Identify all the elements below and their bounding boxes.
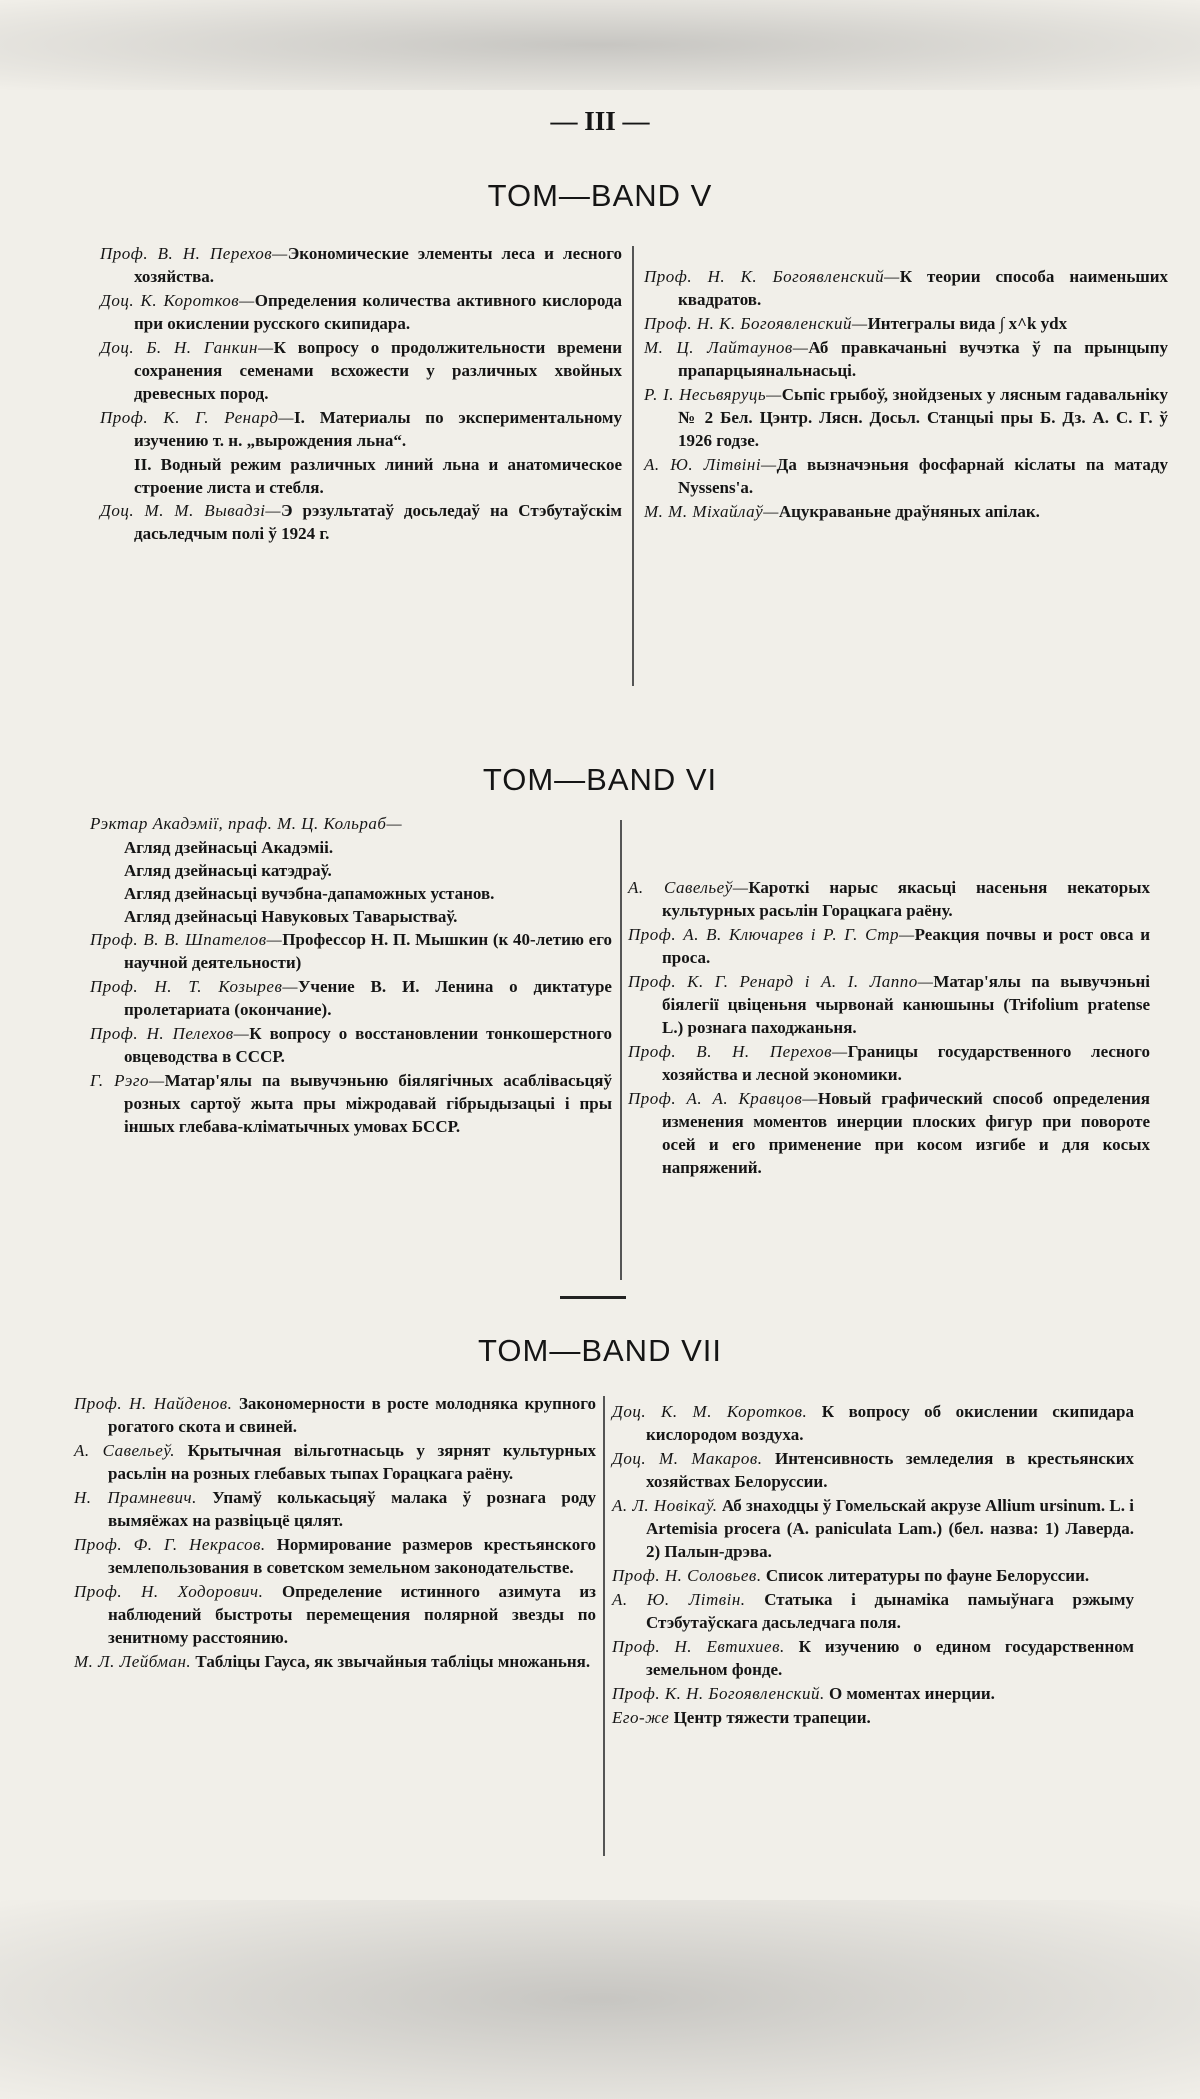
volume-7-left-column <box>74 1392 596 1674</box>
list-item: Проф. Ф. Г. Некрасов. Нормирование размеров крестьянского землепользования в советском земельном законодательстве. <box>74 1535 596 1577</box>
volume-title: TOM—BAND VII <box>478 1333 722 1368</box>
list-item: Проф. Н. Ходорович. Определение истинного азимута из наблюдений быстроты перемещения полярной звезды по зенитному расстоянию. <box>74 1582 596 1647</box>
volume-6-right-column <box>628 876 1150 1180</box>
list-item: А. Савельеў. Крытычная вільготнасьць у зярнят культурных расьлін на розных глебавых тыпах Горацкага раёну. <box>74 1441 596 1483</box>
volume-5-right-column <box>644 265 1168 524</box>
volume-title: TOM—BAND V <box>487 178 713 213</box>
list-item: А. Савельеў—Кароткі нарыс якасьці насеньня некаторых культурных расьлін Горацкага раёну. <box>628 878 1150 920</box>
list-item: Доц. М. Макаров. Интенсивность земледелия в крестьянских хозяйствах Белоруссии. <box>612 1449 1134 1491</box>
list-item: Проф. К. Г. Ренард і А. І. Лаппо—Матар'ялы па вывучэньні біялегії цвіценьня чырвонай канюшыны (Trifolium pratense L.) рознага паходжаньня. <box>628 972 1150 1037</box>
list-item: Его-же Центр тяжести трапеции. <box>612 1708 871 1727</box>
list-item: А. Л. Новікаў. Аб знаходцы ў Гомельскай акрузе Allium ursinum. L. і Artemisia procera (A. paniculata Lam.) (бел. назва: 1) Лаверда. 2) Палын-дрэва. <box>612 1496 1134 1561</box>
list-item: Проф. К. Г. Ренард—I. Материалы по экспериментальному изучению т. н. „вырождения льна“. <box>100 408 622 450</box>
list-item: Доц. К. М. Коротков. К вопросу об окислении скипидара кислородом воздуха. <box>612 1402 1134 1444</box>
list-item: Проф. Н. Евтихиев. К изучению о едином государственном земельном фонде. <box>612 1637 1134 1679</box>
page-number: — III — <box>550 106 650 136</box>
list-item: А. Ю. Літвіні—Да вызначэньня фосфарнай кіслаты па матаду Nyssens'a. <box>644 455 1168 497</box>
list-item: Проф. А. В. Ключарев і Р. Г. Стр—Реакция почвы и рост овса и проса. <box>628 925 1150 967</box>
list-item: М. Л. Лейбман. Табліцы Гауса, як звычайныя табліцы множаньня. <box>74 1652 591 1671</box>
print-smudge <box>0 1900 1200 2099</box>
list-item: Проф. Н. Найденов. Закономерности в росте молодняка крупного рогатого скота и свиней. <box>74 1394 596 1436</box>
volume-5-left-column <box>100 242 622 546</box>
list-item: Агляд дзейнасьці катэдраў. <box>124 861 332 880</box>
list-item: Н. Прамневич. Упамў колькасьцяў малака ў рознага роду вымяёжах на развіцьцё цялят. <box>74 1488 596 1530</box>
list-item: Р. І. Несьвяруць—Сьпіс грыбоў, знойдзеных у лясным гадавальніку № 2 Бел. Цэнтр. Лясн. Досьл. Станцыі пры Б. Дз. А. С. Г. ў 1926 годзе. <box>644 385 1168 450</box>
volume-title: TOM—BAND VI <box>482 762 718 797</box>
list-item: Агляд дзейнасьці Акадэміі. <box>124 838 334 857</box>
column-divider <box>632 246 634 686</box>
list-item: Проф. А. А. Кравцов—Новый графический способ определения изменения моментов инерции плоских фигур при повороте осей и его применение при косом изгибе и для косых напряжений. <box>628 1089 1150 1177</box>
list-item: Доц. К. Коротков—Определения количества активного кислорода при окислении русского скипидара. <box>100 291 622 333</box>
print-smudge <box>0 0 1200 90</box>
list-item: А. Ю. Літвін. Статыка і дынаміка памыўнага рэжыму Стэбутаўскага дасьледчага поля. <box>612 1590 1135 1632</box>
list-item: Проф. В. Н. Перехов—Экономические элементы леса и лесного хозяйства. <box>100 244 622 286</box>
list-item: II. Водный режим различных линий льна и анатомическое строение листа и стебля. <box>134 455 622 497</box>
list-item: Доц. М. М. Вывадзі—Э рэзультатаў досьледаў на Стэбутаўскім дасьледчым полі ў 1924 г. <box>100 501 622 543</box>
list-item: Рэктар Акадэмії, праф. М. Ц. Кольраб— <box>90 814 403 833</box>
list-item: М. М. Міхайлаў—Ацукраваньне драўняных апілак. <box>644 502 1040 521</box>
list-item: Проф. Н. К. Богоявленский—К теории способа наименьших квадратов. <box>644 267 1168 309</box>
volume-6-left-column <box>90 812 612 1139</box>
section-divider <box>560 1296 626 1299</box>
list-item: Агляд дзейнасьці Навуковых Таварыстваў. <box>124 907 458 926</box>
list-item: Г. Рэго—Матар'ялы па вывучэньню біялягічных асаблівасьцяў розных сартоў жыта пры міжродавай гібрыдызацыі і пры іншых глебава-кліматычных умовах БССР. <box>90 1071 612 1136</box>
list-item: Проф. Н. Соловьев. Список литературы по фауне Белоруссии. <box>612 1566 1090 1585</box>
list-item: Доц. Б. Н. Ганкин—К вопросу о продолжительности времени сохранения семенами всхожести у различных хвойных древесных пород. <box>100 338 622 403</box>
list-item: Агляд дзейнасьці вучэбна-дапаможных установ. <box>124 884 495 903</box>
list-item: Проф. В. В. Шпателов—Профессор Н. П. Мышкин (к 40-летию его научной деятельности) <box>90 930 612 972</box>
list-item: М. Ц. Лайтаунов—Аб правкачаньні вучэтка ў па прынцыпу прапарцыянальнасьці. <box>644 338 1168 380</box>
list-item: Проф. К. Н. Богоявленский. О моментах инерции. <box>612 1684 995 1703</box>
column-divider <box>603 1396 605 1856</box>
list-item: Проф. Н. К. Богоявленский—Интегралы вида ∫ x^k ydx <box>644 314 1068 333</box>
list-item: Проф. В. Н. Перехов—Границы государственного лесного хозяйства и лесной экономики. <box>628 1042 1150 1084</box>
column-divider <box>620 820 622 1280</box>
list-item: Проф. Н. Т. Козырев—Учение В. И. Ленина о диктатуре пролетариата (окончание). <box>90 977 612 1019</box>
list-item: Проф. Н. Пелехов—К вопросу о восстановлении тонкошерстного овцеводства в СССР. <box>90 1024 612 1066</box>
volume-7-right-column <box>612 1400 1134 1730</box>
